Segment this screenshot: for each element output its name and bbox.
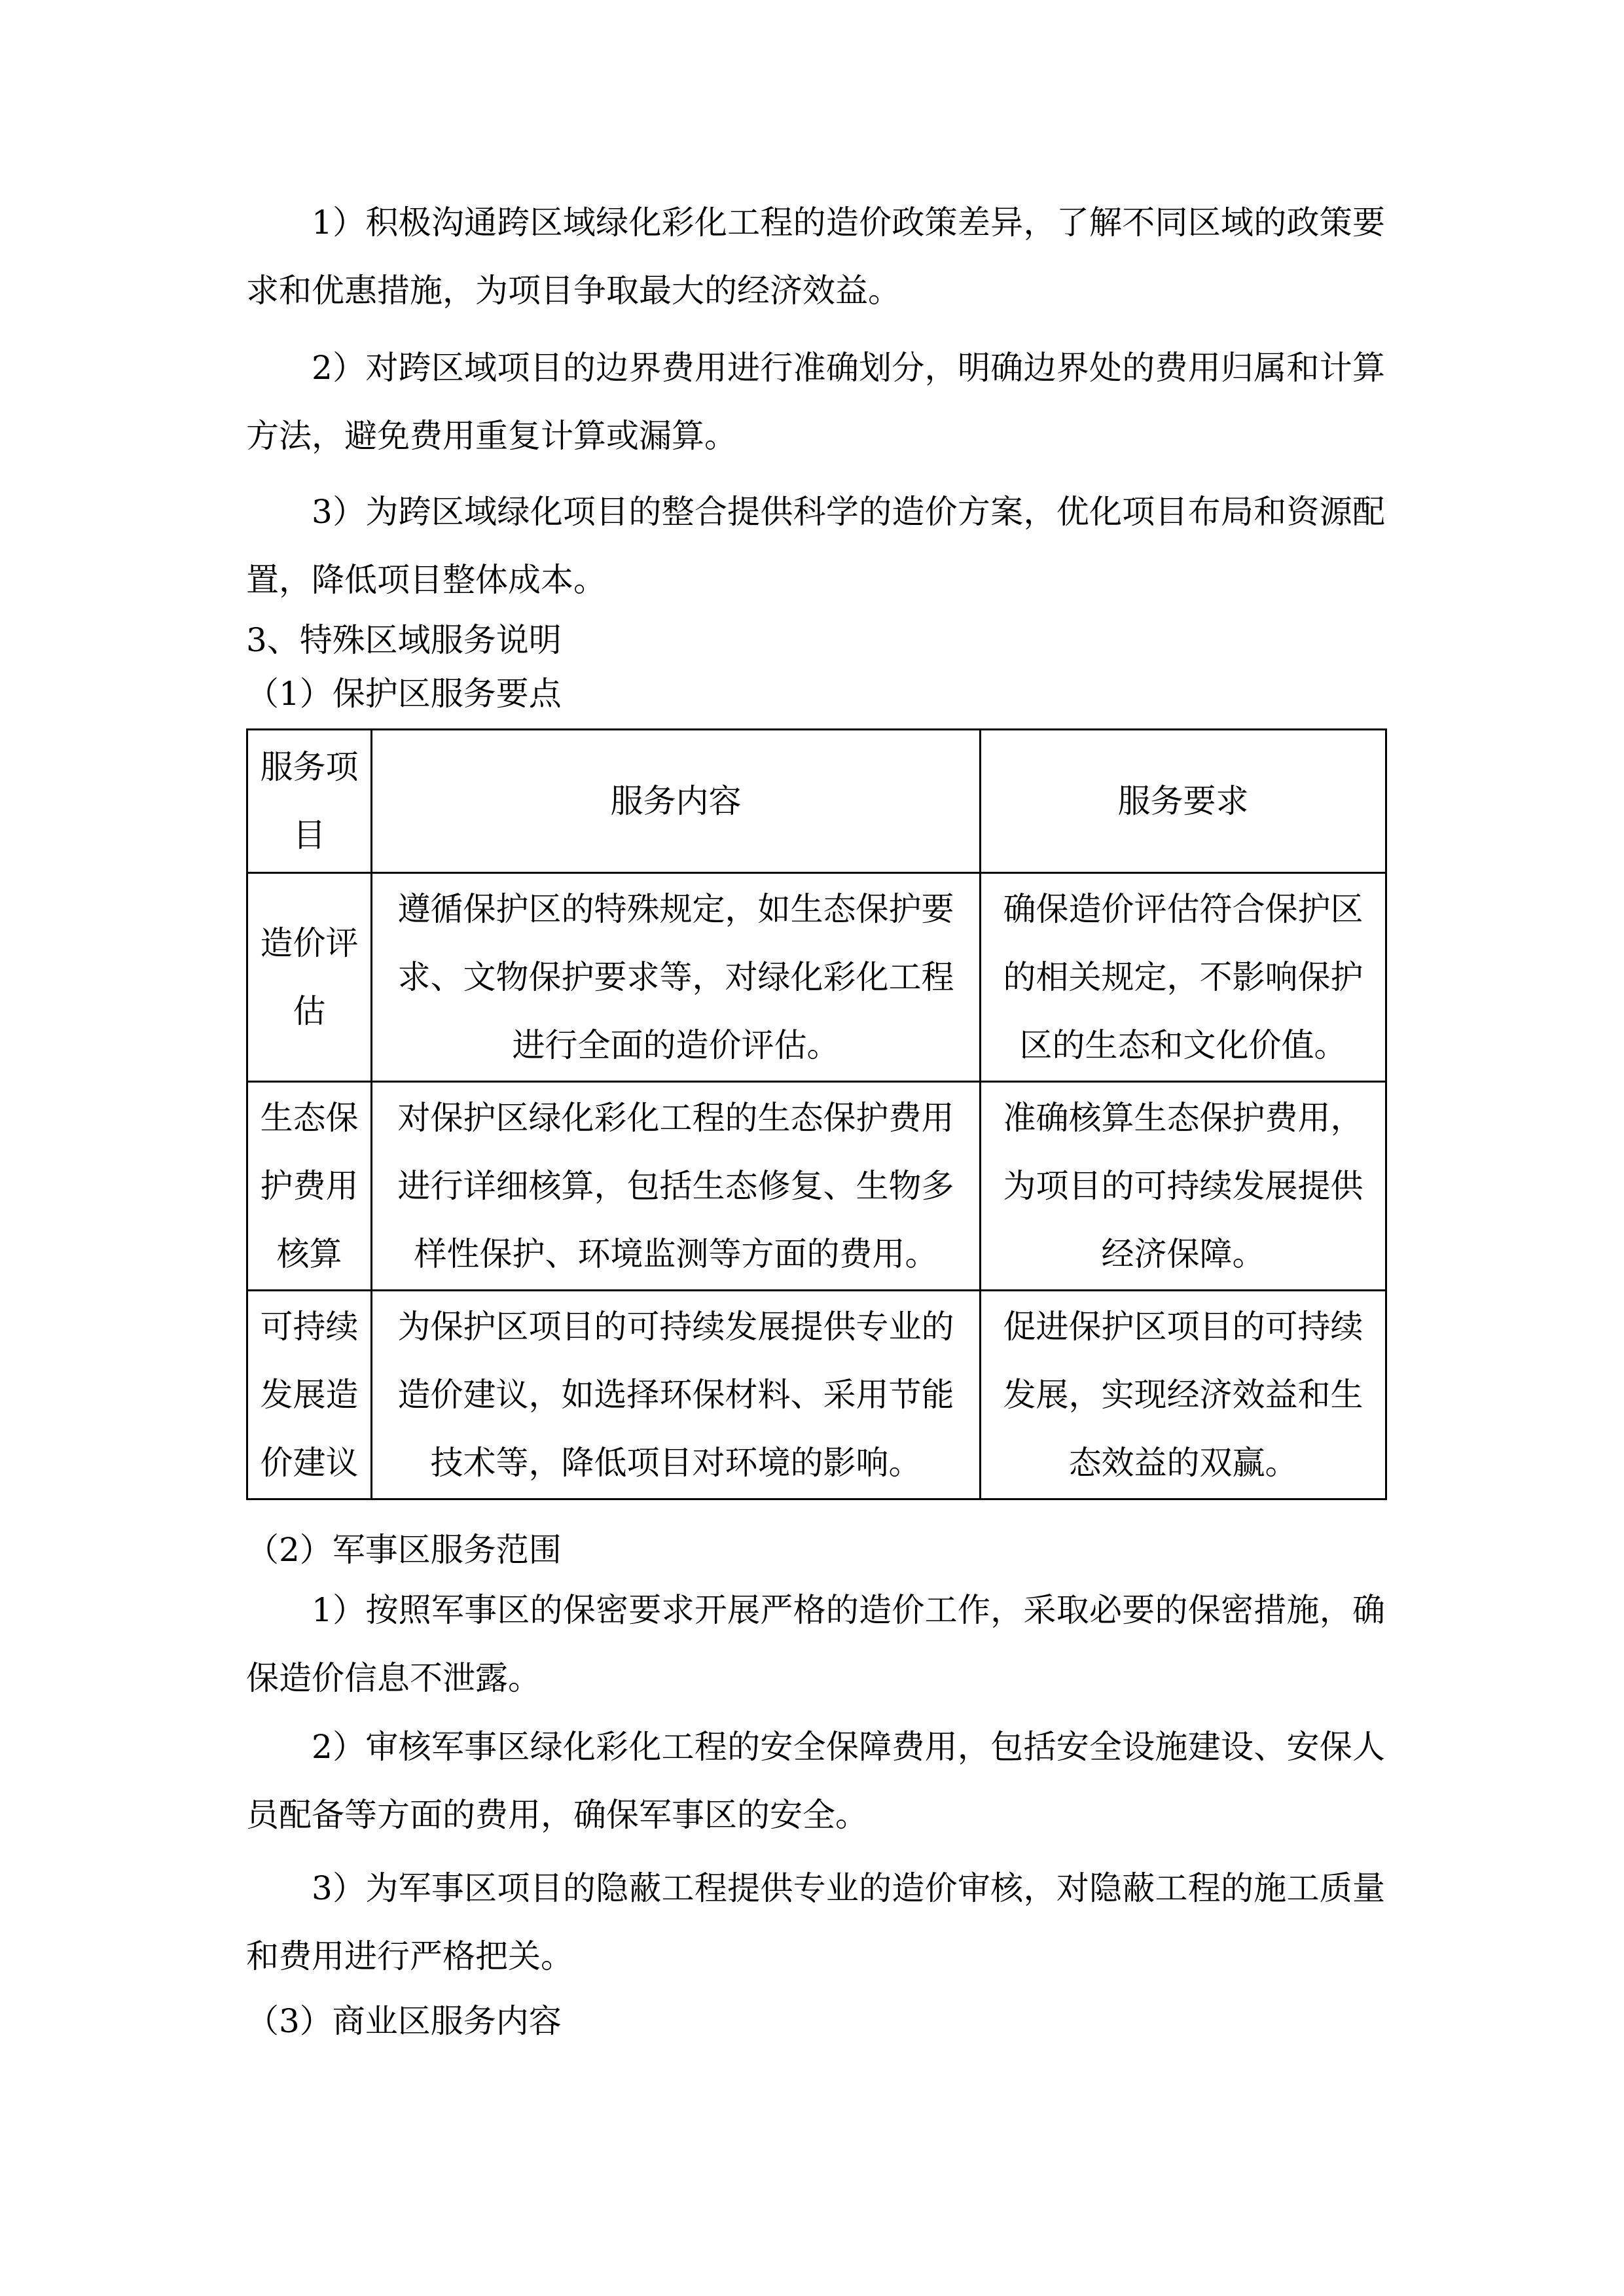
cell-service-requirement: 准确核算生态保护费用，为项目的可持续发展提供经济保障。 xyxy=(981,1082,1386,1291)
service-table xyxy=(246,728,1387,1500)
table-row xyxy=(247,1082,1386,1291)
military-paragraph-1: 1）按照军事区的保密要求开展严格的造价工作，采取必要的保密措施，确保造价信息不泄露。 xyxy=(246,1591,1385,1697)
header-service-content: 服务内容 xyxy=(372,730,981,873)
military-paragraph-3: 3）为军事区项目的隐蔽工程提供专业的造价审核，对隐蔽工程的施工质量和费用进行严格把关。 xyxy=(246,1869,1385,1975)
subsection-title-military-area: （2）军事区服务范围 xyxy=(246,1531,562,1569)
subsection-title-protected-area: （1）保护区服务要点 xyxy=(246,675,562,713)
cell-service-requirement: 促进保护区项目的可持续发展，实现经济效益和生态效益的双赢。 xyxy=(981,1291,1386,1499)
cell-service-item: 生态保护费用核算 xyxy=(247,1082,372,1291)
cell-service-content: 为保护区项目的可持续发展提供专业的造价建议，如选择环保材料、采用节能技术等，降低项目对环境的影响。 xyxy=(372,1291,981,1499)
header-service-requirement: 服务要求 xyxy=(981,730,1386,873)
intro-paragraph-1: 1）积极沟通跨区域绿化彩化工程的造价政策差异，了解不同区域的政策要求和优惠措施，为项目争取最大的经济效益。 xyxy=(246,204,1385,310)
military-paragraph-2: 2）审核军事区绿化彩化工程的安全保障费用，包括安全设施建设、安保人员配备等方面的费用，确保军事区的安全。 xyxy=(246,1728,1385,1834)
intro-paragraph-2: 2）对跨区域项目的边界费用进行准确划分，明确边界处的费用归属和计算方法，避免费用重复计算或漏算。 xyxy=(246,349,1385,455)
table-header-row xyxy=(247,730,1386,873)
table-row xyxy=(247,1291,1386,1499)
table-row xyxy=(247,873,1386,1082)
cell-service-content: 遵循保护区的特殊规定，如生态保护要求、文物保护要求等，对绿化彩化工程进行全面的造价评估。 xyxy=(372,873,981,1082)
cell-service-item: 造价评估 xyxy=(247,873,372,1082)
header-service-item: 服务项目 xyxy=(247,730,372,873)
intro-paragraph-3: 3）为跨区域绿化项目的整合提供科学的造价方案，优化项目布局和资源配置，降低项目整体成本。 xyxy=(246,493,1385,599)
cell-service-requirement: 确保造价评估符合保护区的相关规定，不影响保护区的生态和文化价值。 xyxy=(981,873,1386,1082)
cell-service-item: 可持续发展造价建议 xyxy=(247,1291,372,1499)
section-title: 3、特殊区域服务说明 xyxy=(246,621,562,659)
cell-service-content: 对保护区绿化彩化工程的生态保护费用进行详细核算，包括生态修复、生物多样性保护、环境监测等方面的费用。 xyxy=(372,1082,981,1291)
subsection-title-commercial-area: （3）商业区服务内容 xyxy=(246,2002,562,2040)
